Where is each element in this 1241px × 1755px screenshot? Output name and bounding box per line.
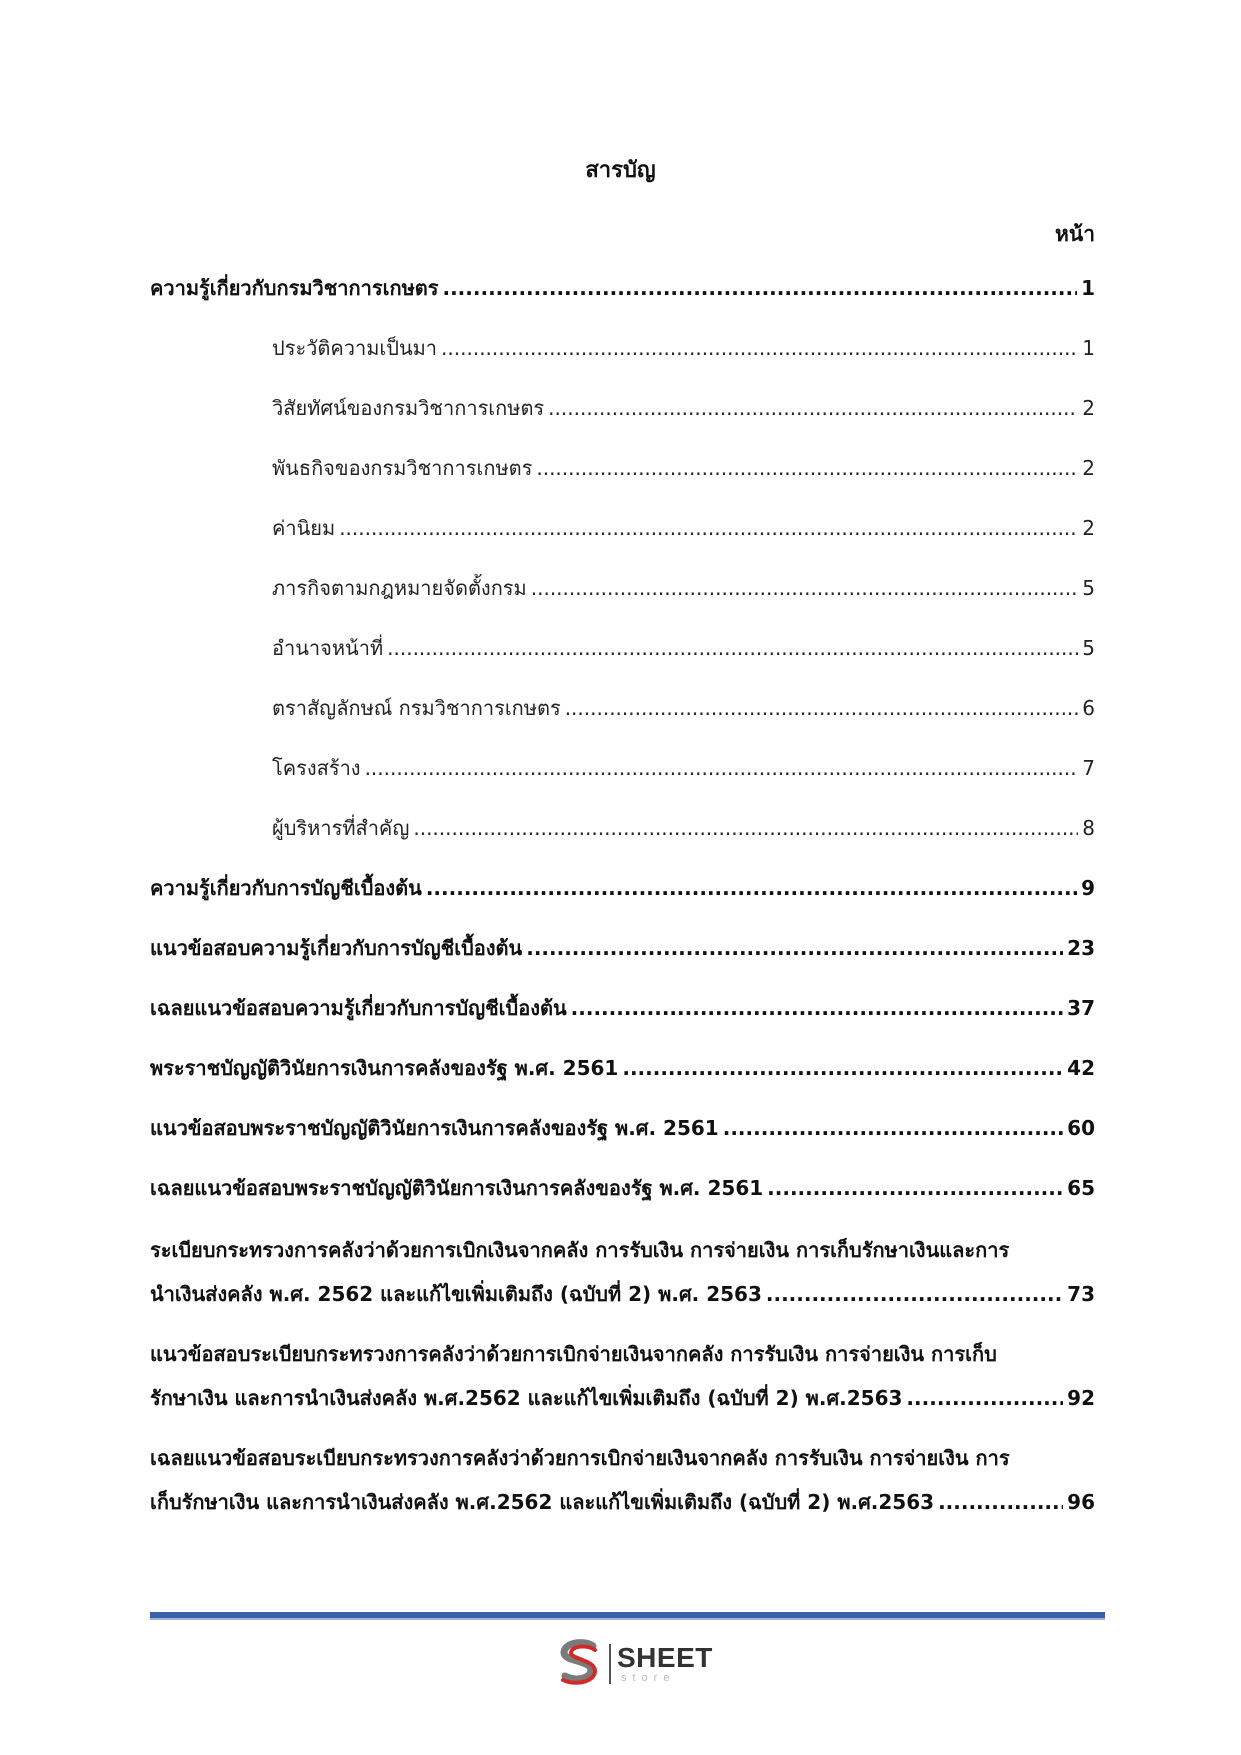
toc-entry-label: ผู้บริหารที่สำคัญ [272,816,410,840]
toc-subentry [150,688,1095,728]
toc-entry-label-line1: แนวข้อสอบระเบียบกระทรวงการคลังว่าด้วยการเบิกจ่ายเงินจากคลัง การรับเงิน การจ่ายเงิน การเก็บ [150,1342,997,1366]
footer-rule [150,1612,1105,1618]
dot-leader [339,508,1078,548]
sheet-store-mark-icon [555,1638,603,1688]
dot-leader [442,268,1077,308]
dot-leader [938,1480,1063,1524]
toc-entry-page: 9 [1081,876,1095,900]
dot-leader [441,328,1078,368]
toc-entry-line2 [150,1376,1095,1420]
toc-subentry [150,328,1095,368]
toc-entry-label: พันธกิจของกรมวิชาการเกษตร [272,456,533,480]
toc-entry-page: 1 [1081,276,1095,300]
dot-leader [622,1048,1063,1088]
toc-subentry [150,568,1095,608]
toc-entry-page: 73 [1067,1282,1095,1306]
dot-leader [426,868,1077,908]
toc-entry-page: 2 [1082,516,1095,540]
toc-subentry [150,748,1095,788]
dot-leader [548,388,1078,428]
logo-subtext: store [621,1672,676,1684]
toc-entry-label: ความรู้เกี่ยวกับกรมวิชาการเกษตร [150,276,439,300]
dot-leader [387,628,1078,668]
dot-leader [723,1108,1063,1148]
toc-entry-page: 2 [1082,396,1095,420]
toc-entry-line2 [150,1480,1095,1524]
toc-entry-label: โครงสร้าง [272,756,361,780]
toc-entry-label-line2: รักษาเงิน และการนำเงินส่งคลัง พ.ศ.2562 และแก้ไขเพิ่มเติมถึง (ฉบับที่ 2) พ.ศ.2563 [150,1386,903,1410]
toc-entry-label: ประวัติความเป็นมา [272,336,438,360]
toc-entry-label: แนวข้อสอบพระราชบัญญัติวินัยการเงินการคลังของรัฐ พ.ศ. 2561 [150,1116,719,1140]
toc-subentry [150,388,1095,428]
toc-entry-page: 37 [1067,996,1095,1020]
toc-entry-page: 23 [1067,936,1095,960]
dot-leader [531,568,1079,608]
dot-leader [413,808,1078,848]
toc-entry-label-line2: เก็บรักษาเงิน และการนำเงินส่งคลัง พ.ศ.2562 และแก้ไขเพิ่มเติมถึง (ฉบับที่ 2) พ.ศ.2563 [150,1490,935,1514]
toc-entry-label: วิสัยทัศน์ของกรมวิชาการเกษตร [272,396,545,420]
toc-entry-page: 7 [1082,756,1095,780]
dot-leader [365,748,1079,788]
toc-entry-label: พระราชบัญญัติวินัยการเงินการคลังของรัฐ พ.ศ. 2561 [150,1056,619,1080]
toc-entry-multiline [150,1436,1095,1524]
dot-leader [536,448,1078,488]
toc-entry-page: 8 [1082,816,1095,840]
toc-entry-label: ภารกิจตามกฎหมายจัดตั้งกรม [272,576,527,600]
toc-entry-label-line2: นำเงินส่งคลัง พ.ศ. 2562 และแก้ไขเพิ่มเติมถึง (ฉบับที่ 2) พ.ศ. 2563 [150,1282,762,1306]
toc-subentry [150,508,1095,548]
toc-entry-label-line1: ระเบียบกระทรวงการคลังว่าด้วยการเบิกเงินจากคลัง การรับเงิน การจ่ายเงิน การเก็บรักษาเงินและการ [150,1238,1010,1262]
toc-entry-label-line1: เฉลยแนวข้อสอบระเบียบกระทรวงการคลังว่าด้วยการเบิกจ่ายเงินจากคลัง การรับเงิน การจ่ายเงิน การ [150,1446,1010,1470]
toc-entry-label: อำนาจหน้าที่ [272,636,384,660]
toc-entry [150,868,1095,908]
toc-entry-page: 60 [1067,1116,1095,1140]
toc-entry [150,268,1095,308]
logo-separator [609,1644,611,1684]
toc-entry-label: เฉลยแนวข้อสอบพระราชบัญญัติวินัยการเงินการคลังของรัฐ พ.ศ. 2561 [150,1176,764,1200]
toc-entry-page: 5 [1082,576,1095,600]
footer-rule-underline [150,1618,1105,1620]
dot-leader [767,1168,1063,1208]
toc-subentry [150,808,1095,848]
toc-subentry [150,448,1095,488]
toc-entry-line2 [150,1272,1095,1316]
page-column-header: หน้า [1055,222,1095,246]
toc-entry-label: เฉลยแนวข้อสอบความรู้เกี่ยวกับการบัญชีเบื้องต้น [150,996,567,1020]
toc-entry [150,1048,1095,1088]
toc-entry-page: 96 [1067,1490,1095,1514]
toc-entry-page: 42 [1067,1056,1095,1080]
toc-entry [150,928,1095,968]
toc-entry-page: 92 [1067,1386,1095,1410]
toc-entry-page: 6 [1082,696,1095,720]
toc-entry-label: ค่านิยม [272,516,336,540]
toc-subentry [150,628,1095,668]
toc-title: สารบัญ [585,158,656,183]
toc-entry [150,988,1095,1028]
dot-leader [526,928,1063,968]
toc-entry-page: 1 [1082,336,1095,360]
toc-entry-label: แนวข้อสอบความรู้เกี่ยวกับการบัญชีเบื้องต้น [150,936,523,960]
toc-entry [150,1168,1095,1208]
table-of-contents [150,268,1095,1540]
toc-entry-page: 2 [1082,456,1095,480]
dot-leader [571,988,1064,1028]
dot-leader [906,1376,1063,1420]
toc-entry [150,1108,1095,1148]
toc-entry-multiline [150,1332,1095,1420]
toc-entry-label: ความรู้เกี่ยวกับการบัญชีเบื้องต้น [150,876,422,900]
sheet-store-logo [555,1638,725,1688]
logo-wordmark: SHEET [617,1642,713,1673]
toc-entry-page: 65 [1067,1176,1095,1200]
toc-entry-page: 5 [1082,636,1095,660]
toc-entry-label: ตราสัญลักษณ์ กรมวิชาการเกษตร [272,696,561,720]
dot-leader [766,1272,1063,1316]
toc-entry-multiline [150,1228,1095,1316]
dot-leader [565,688,1079,728]
